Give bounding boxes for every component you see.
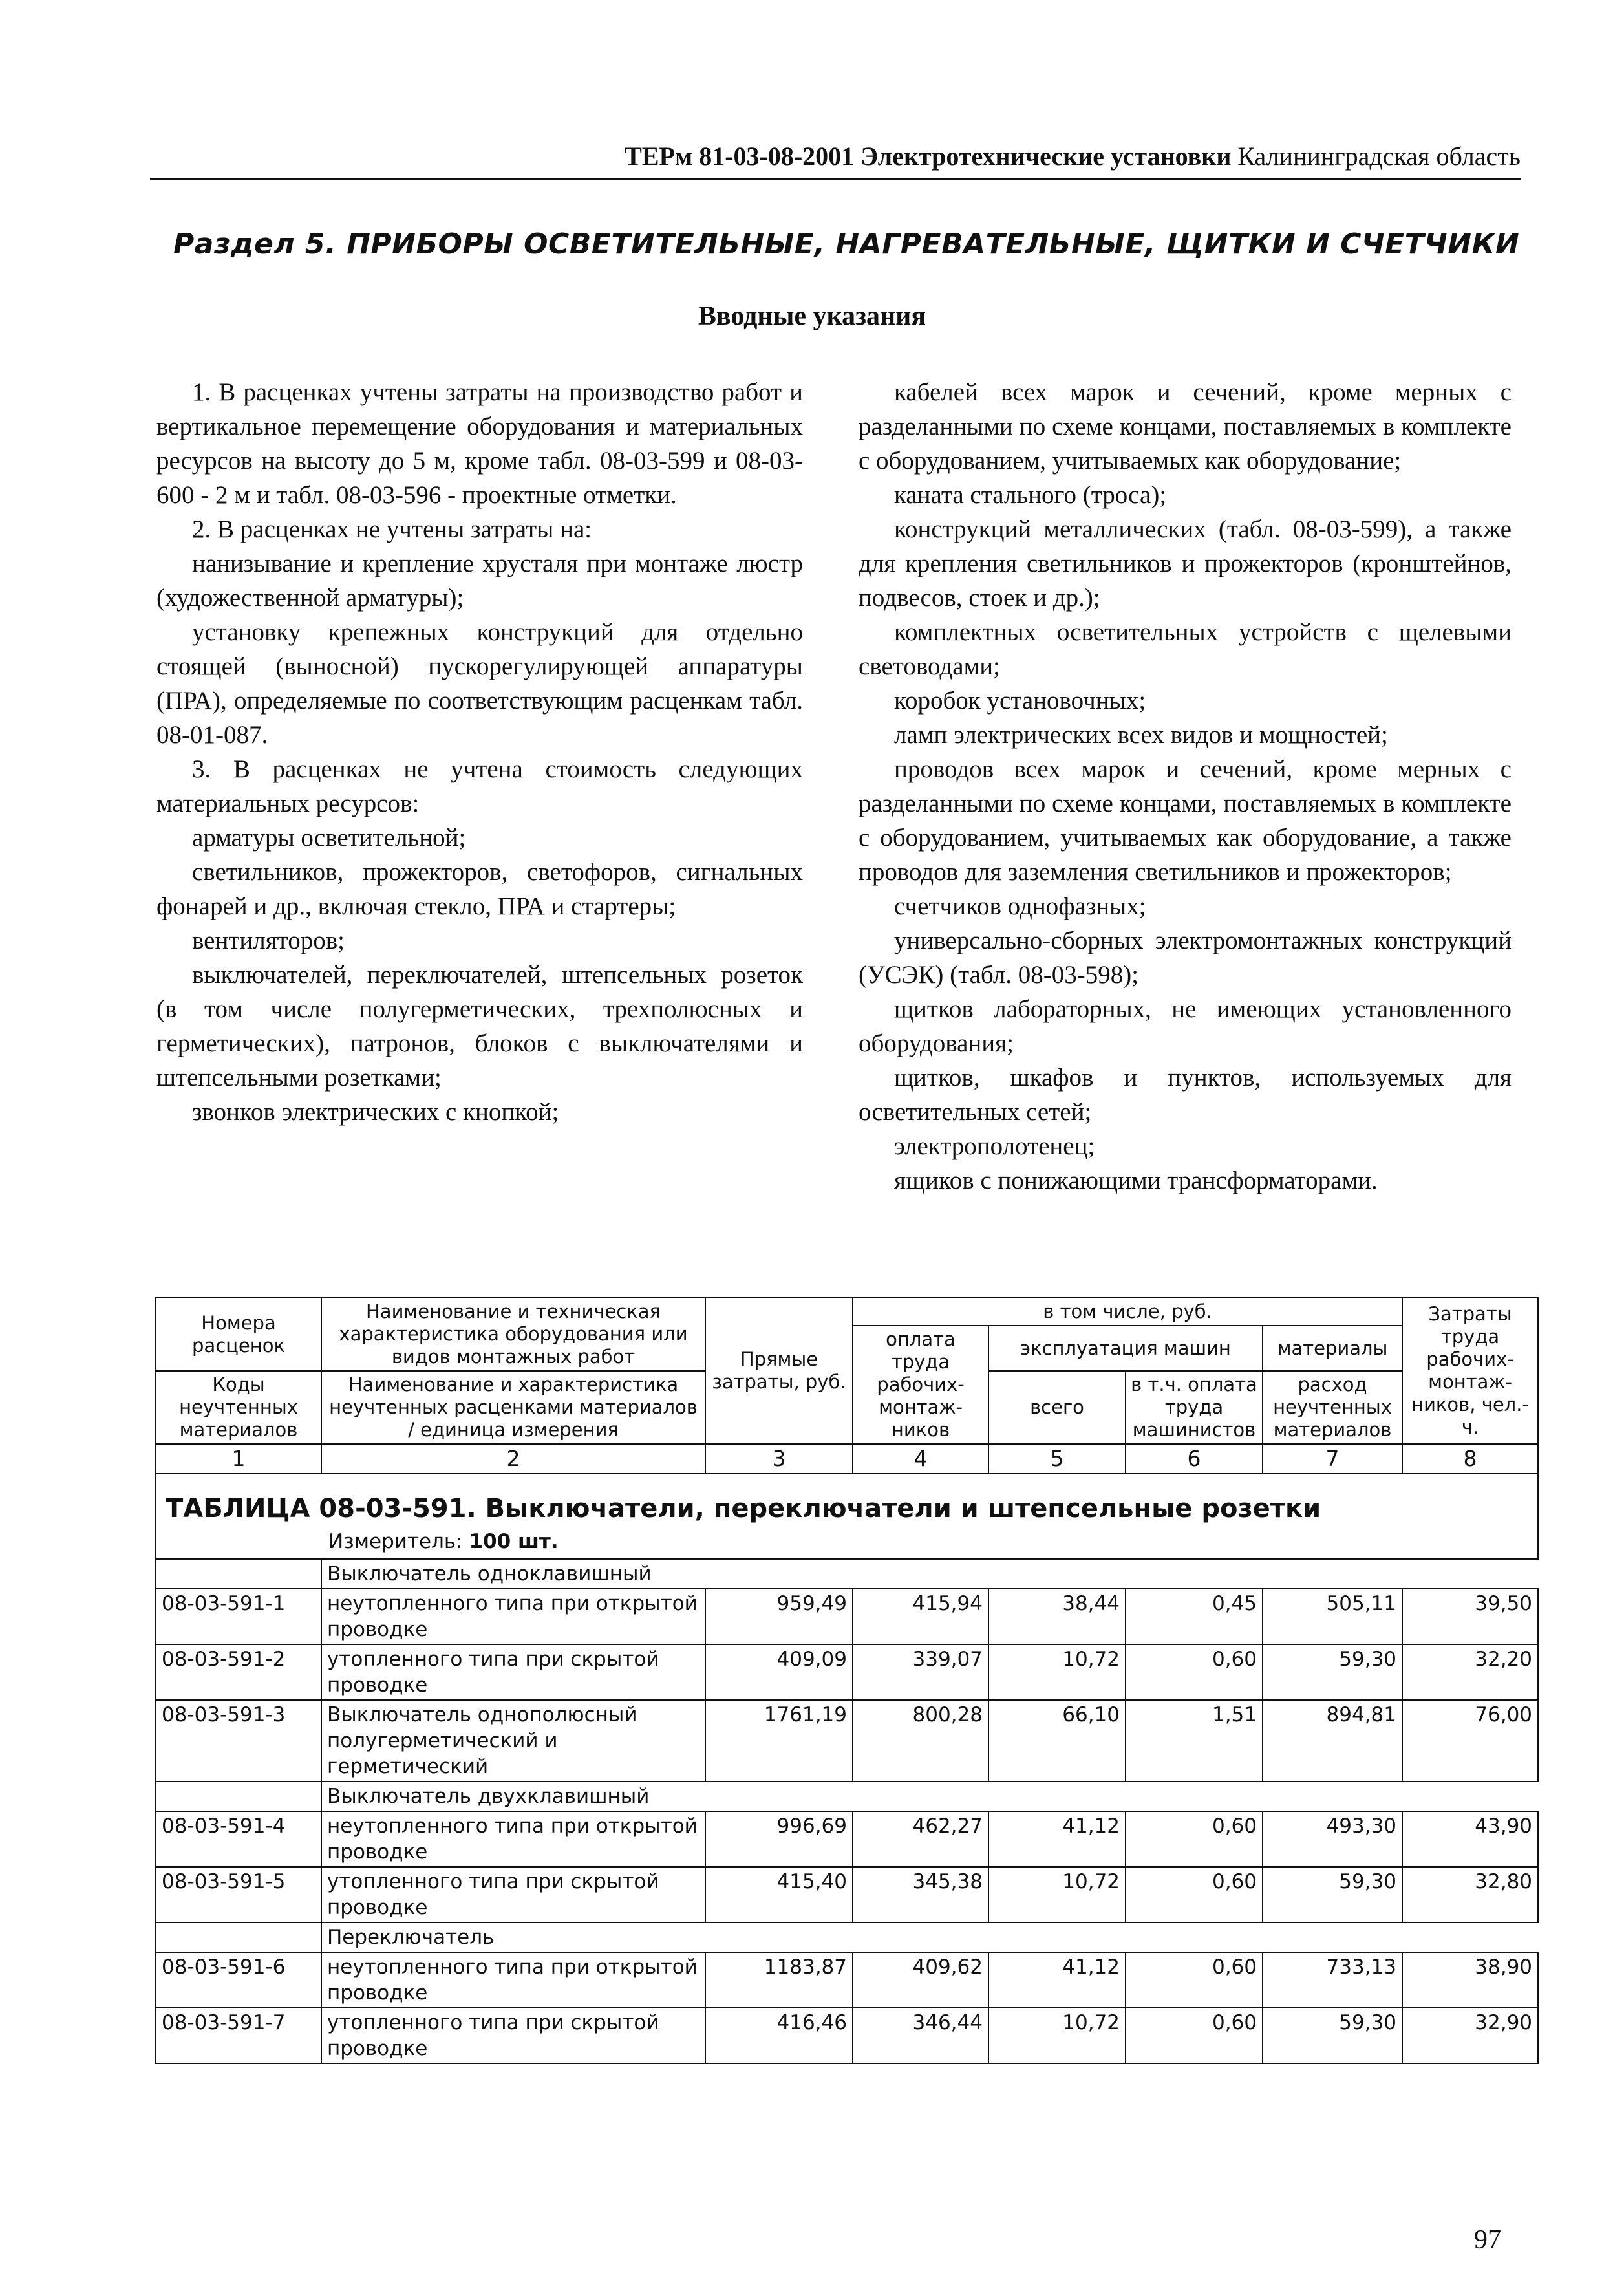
intro-paragraph: звонков электрических с кнопкой; — [192, 1098, 559, 1126]
head-labor-pay: оплата труда рабочих-монтаж-ников — [853, 1326, 988, 1444]
machine-labor: 0,60 — [1126, 1644, 1263, 1700]
table-head-row-1 — [156, 1298, 1538, 1326]
head-material-codes: Коды неучтенных материалов — [156, 1371, 321, 1444]
labor-pay: 409,62 — [853, 1952, 988, 2008]
group-label: Выключатель двухклавишный — [321, 1781, 1538, 1811]
table-row — [156, 1811, 1538, 1867]
running-header — [150, 141, 1521, 180]
direct-costs: 409,09 — [705, 1644, 853, 1700]
intro-paragraph: комплектных осветительных устройств с щелевыми световодами; — [859, 618, 1512, 680]
group-label: Выключатель одноклавишный — [321, 1559, 1538, 1589]
intro-paragraph: ламп электрических всех видов и мощностей; — [894, 721, 1388, 749]
table-row — [156, 1700, 1538, 1781]
work-name: неутопленного типа при открытой проводке — [321, 1952, 705, 2008]
group-spacer — [156, 1559, 321, 1589]
direct-costs: 1183,87 — [705, 1952, 853, 2008]
page-number: 97 — [1474, 2225, 1501, 2255]
intro-paragraph: коробок установочных; — [894, 687, 1146, 715]
head-machine-operation: эксплуатация машин — [988, 1326, 1263, 1371]
labor-hours: 43,90 — [1402, 1811, 1538, 1867]
intro-paragraph: счетчиков однофазных; — [894, 892, 1146, 920]
labor-pay: 800,28 — [853, 1700, 988, 1781]
work-name: неутопленного типа при открытой проводке — [321, 1589, 705, 1644]
intro-paragraph: светильников, прожекторов, светофоров, сигнальных фонарей и др., включая стекло, ПРА и стартеры; — [156, 858, 803, 920]
rate-code: 08-03-591-1 — [156, 1589, 321, 1644]
table-row — [156, 1867, 1538, 1922]
group-spacer — [156, 1922, 321, 1952]
intro-paragraph: ящиков с понижающими трансформаторами. — [894, 1167, 1378, 1194]
machine-labor: 0,60 — [1126, 2008, 1263, 2063]
direct-costs: 959,49 — [705, 1589, 853, 1644]
group-spacer — [156, 1781, 321, 1811]
document-region: Калининградская область — [1237, 142, 1521, 171]
materials-cost: 505,11 — [1263, 1589, 1402, 1644]
intro-paragraph: установку крепежных конструкций для отдельно стоящей (выносной) пускорегулирующей аппаратуры (ПРА), определяемые по соответствующим расценкам табл. 08-01-087. — [156, 618, 803, 749]
document-topic: Электротехнические установки — [860, 142, 1232, 171]
intro-paragraph: 2. В расценках не учтены затраты на: — [192, 515, 592, 543]
machine-labor: 0,60 — [1126, 1952, 1263, 2008]
machine-labor: 1,51 — [1126, 1700, 1263, 1781]
machine-total: 41,12 — [988, 1811, 1126, 1867]
rate-code: 08-03-591-5 — [156, 1867, 321, 1922]
table-row — [156, 1952, 1538, 2008]
head-materials-consumption: расход неучтенных материалов — [1263, 1371, 1402, 1444]
intro-paragraph: щитков лабораторных, не имеющих установленного оборудования; — [859, 995, 1512, 1057]
measure-cell — [156, 1529, 1538, 1559]
section-title: Раздел 5. ПРИБОРЫ ОСВЕТИТЕЛЬНЫЕ, НАГРЕВАТЕЛЬНЫЕ, ЩИТКИ И СЧЕТЧИКИ — [173, 228, 1520, 261]
labor-pay: 339,07 — [853, 1644, 988, 1700]
rate-code: 08-03-591-3 — [156, 1700, 321, 1781]
labor-pay: 345,38 — [853, 1867, 988, 1922]
rate-code: 08-03-591-2 — [156, 1644, 321, 1700]
head-including: в том числе, руб. — [853, 1298, 1402, 1326]
document-code: ТЕРм 81-03-08-2001 — [625, 142, 855, 171]
table-title: ТАБЛИЦА 08-03-591. Выключатели, переключатели и штепсельные розетки — [156, 1474, 1538, 1529]
machine-total: 10,72 — [988, 1867, 1126, 1922]
table-row — [156, 1644, 1538, 1700]
head-machine-total: всего — [988, 1371, 1126, 1444]
rates-table — [155, 1297, 1539, 2064]
machine-total: 41,12 — [988, 1952, 1126, 2008]
intro-paragraph: выключателей, переключателей, штепсельных розеток (в том числе полугерметических, трехполюсных и герметических), патронов, блоков с выключателями и штепсельными розетками; — [156, 961, 803, 1092]
column-number: 1 — [156, 1444, 321, 1474]
direct-costs: 416,46 — [705, 2008, 853, 2063]
head-materials: материалы — [1263, 1326, 1402, 1371]
intro-paragraph: конструкций металлических (табл. 08-03-599), а также для крепления светильников и прожекторов (кронштейнов, подвесов, стоек и др.); — [859, 515, 1512, 612]
measure-value: 100 шт. — [469, 1530, 559, 1553]
column-number: 5 — [988, 1444, 1126, 1474]
intro-paragraph: 1. В расценках учтены затраты на производство работ и вертикальное перемещение оборудования и материальных ресурсов на высоту до 5 м, кроме табл. 08-03-599 и 08-03-600 - 2 м и табл. 08-03-596 - проектные отметки. — [156, 378, 803, 509]
head-direct-costs: Прямые затраты, руб. — [705, 1298, 853, 1444]
intro-paragraph: нанизывание и крепление хрусталя при монтаже люстр (художественной арматуры); — [156, 550, 803, 612]
head-machine-labor: в т.ч. оплата труда машинистов — [1126, 1371, 1263, 1444]
labor-hours: 38,90 — [1402, 1952, 1538, 2008]
rate-code: 08-03-591-7 — [156, 2008, 321, 2063]
column-number: 6 — [1126, 1444, 1263, 1474]
work-name: неутопленного типа при открытой проводке — [321, 1811, 705, 1867]
machine-labor: 0,45 — [1126, 1589, 1263, 1644]
intro-left-column — [156, 375, 803, 1129]
intro-paragraph: каната стального (троса); — [894, 481, 1167, 509]
group-label: Переключатель — [321, 1922, 1538, 1952]
group-row — [156, 1922, 1538, 1952]
direct-costs: 1761,19 — [705, 1700, 853, 1781]
materials-cost: 894,81 — [1263, 1700, 1402, 1781]
labor-hours: 39,50 — [1402, 1589, 1538, 1644]
labor-hours: 32,20 — [1402, 1644, 1538, 1700]
work-name: утопленного типа при скрытой проводке — [321, 1867, 705, 1922]
labor-hours: 32,80 — [1402, 1867, 1538, 1922]
materials-cost: 59,30 — [1263, 2008, 1402, 2063]
machine-labor: 0,60 — [1126, 1867, 1263, 1922]
work-name: Выключатель однополюсный полугерметический и герметический — [321, 1700, 705, 1781]
column-number: 2 — [321, 1444, 705, 1474]
head-material-names: Наименование и характеристика неучтенных расценками материалов / единица измерения — [321, 1371, 705, 1444]
intro-paragraph: арматуры осветительной; — [192, 824, 466, 852]
materials-cost: 59,30 — [1263, 1867, 1402, 1922]
intro-paragraph: проводов всех марок и сечений, кроме мерных с разделанными по схеме концами, поставляемых в комплекте с оборудованием, учитываемых как оборудование, а также проводов для заземления светильников и прожекторов; — [859, 755, 1512, 886]
table-row — [156, 2008, 1538, 2063]
group-row — [156, 1559, 1538, 1589]
machine-total: 66,10 — [988, 1700, 1126, 1781]
intro-paragraph: универсально-сборных электромонтажных конструкций (УСЭК) (табл. 08-03-598); — [859, 927, 1512, 989]
labor-pay: 346,44 — [853, 2008, 988, 2063]
labor-pay: 415,94 — [853, 1589, 988, 1644]
measure-row — [156, 1529, 1538, 1559]
labor-hours: 76,00 — [1402, 1700, 1538, 1781]
direct-costs: 996,69 — [705, 1811, 853, 1867]
direct-costs: 415,40 — [705, 1867, 853, 1922]
materials-cost: 493,30 — [1263, 1811, 1402, 1867]
column-number: 8 — [1402, 1444, 1538, 1474]
machine-total: 38,44 — [988, 1589, 1126, 1644]
labor-pay: 462,27 — [853, 1811, 988, 1867]
table-row — [156, 1589, 1538, 1644]
head-rate-numbers: Номера расценок — [156, 1298, 321, 1371]
machine-labor: 0,60 — [1126, 1811, 1263, 1867]
intro-right-column — [859, 375, 1512, 1198]
measure-label: Измеритель: — [328, 1530, 463, 1553]
machine-total: 10,72 — [988, 2008, 1126, 2063]
work-name: утопленного типа при скрытой проводке — [321, 1644, 705, 1700]
rate-code: 08-03-591-4 — [156, 1811, 321, 1867]
intro-paragraph: кабелей всех марок и сечений, кроме мерных с разделанными по схеме концами, поставляемых в комплекте с оборудованием, учитываемых как оборудование; — [859, 378, 1512, 475]
intro-paragraph: щитков, шкафов и пунктов, используемых для осветительных сетей; — [859, 1064, 1512, 1126]
materials-cost: 733,13 — [1263, 1952, 1402, 2008]
labor-hours: 32,90 — [1402, 2008, 1538, 2063]
head-work-name: Наименование и техническая характеристика оборудования или видов монтажных работ — [321, 1298, 705, 1371]
column-number-row — [156, 1444, 1538, 1474]
machine-total: 10,72 — [988, 1644, 1126, 1700]
intro-paragraph: 3. В расценках не учтена стоимость следующих материальных ресурсов: — [156, 755, 803, 817]
rate-code: 08-03-591-6 — [156, 1952, 321, 2008]
intro-heading: Вводные указания — [698, 301, 926, 331]
column-number: 3 — [705, 1444, 853, 1474]
materials-cost: 59,30 — [1263, 1644, 1402, 1700]
column-number: 4 — [853, 1444, 988, 1474]
intro-paragraph: электрополотенец; — [894, 1132, 1095, 1160]
work-name: утопленного типа при скрытой проводке — [321, 2008, 705, 2063]
column-number: 7 — [1263, 1444, 1402, 1474]
intro-paragraph: вентиляторов; — [192, 927, 345, 954]
group-row — [156, 1781, 1538, 1811]
head-labor-costs: Затраты труда рабочих-монтаж-ников, чел.-ч. — [1402, 1298, 1538, 1444]
table-title-row — [156, 1474, 1538, 1529]
